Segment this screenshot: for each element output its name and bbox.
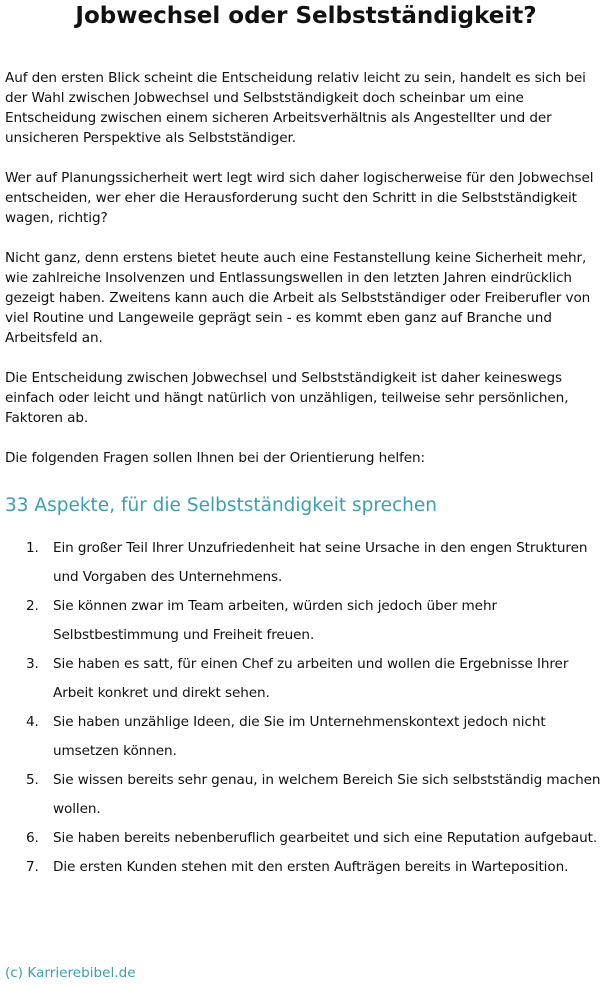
list-item-text: Ein großer Teil Ihrer Unzufriedenheit hat seine Ursache in den engen Strukturen und Vorgaben des Unternehmens.	[53, 540, 588, 585]
list-item-text: Sie können zwar im Team arbeiten, würden sich jedoch über mehr Selbstbestimmung und Freiheit freuen.	[53, 598, 497, 643]
list-item-number: 6.	[26, 830, 39, 846]
intro-text	[5, 68, 609, 488]
list-item-number: 3.	[26, 656, 39, 672]
list-item-text: Sie haben unzählige Ideen, die Sie im Unternehmenskontext jedoch nicht umsetzen können.	[53, 714, 546, 759]
list-item	[0, 592, 612, 650]
list-item-number: 4.	[26, 714, 39, 730]
list-item	[0, 650, 612, 708]
list-item	[0, 708, 612, 766]
page-title: Jobwechsel oder Selbstständigkeit?	[75, 3, 537, 29]
copyright-footer: (c) Karrierebibel.de	[5, 965, 136, 981]
list-item	[0, 766, 612, 824]
list-item-number: 7.	[26, 859, 39, 875]
intro-paragraph: Auf den ersten Blick scheint die Entscheidung relativ leicht zu sein, handelt es sich bei der Wahl zwischen Jobwechsel und Selbstständigkeit doch scheinbar um eine Entscheidung zwischen einem sicheren Arbeitsverhältnis als Angestellter und der unsicheren Perspektive als Selbstständiger.	[5, 70, 586, 146]
intro-paragraph: Nicht ganz, denn erstens bietet heute auch eine Festanstellung keine Sicherheit mehr, wie zahlreiche Insolvenzen und Entlassungswellen in den letzten Jahren eindrücklich gezeigt haben. Zweitens kann auch die Arbeit als Selbstständiger oder Freiberufler von viel Routine und Langeweile geprägt sein - es kommt eben ganz auf Branche und Arbeitsfeld an.	[5, 250, 591, 346]
section-heading: 33 Aspekte, für die Selbstständigkeit sprechen	[5, 495, 437, 516]
list-item	[0, 853, 612, 882]
intro-paragraph: Wer auf Planungssicherheit wert legt wird sich daher logischerweise für den Jobwechsel entscheiden, wer eher die Herausforderung sucht den Schritt in die Selbstständigkeit wagen, richtig?	[5, 170, 594, 226]
list-item-number: 2.	[26, 598, 39, 614]
intro-paragraph: Die folgenden Fragen sollen Ihnen bei der Orientierung helfen:	[5, 450, 425, 466]
list-item-text: Sie wissen bereits sehr genau, in welchem Bereich Sie sich selbstständig machen wollen.	[53, 772, 601, 817]
list-item-number: 1.	[26, 540, 39, 556]
list-item	[0, 534, 612, 592]
list-item-text: Sie haben es satt, für einen Chef zu arbeiten und wollen die Ergebnisse Ihrer Arbeit konkret und direkt sehen.	[53, 656, 569, 701]
list-item-text: Sie haben bereits nebenberuflich gearbeitet und sich eine Reputation aufgebaut.	[53, 830, 598, 846]
aspects-list	[0, 534, 612, 882]
intro-paragraph: Die Entscheidung zwischen Jobwechsel und Selbstständigkeit ist daher keineswegs einfach oder leicht und hängt natürlich von unzähligen, teilweise sehr persönlichen, Faktoren ab.	[5, 370, 569, 426]
list-item	[0, 824, 612, 853]
list-item-text: Die ersten Kunden stehen mit den ersten Aufträgen bereits in Warteposition.	[53, 859, 569, 875]
list-item-number: 5.	[26, 772, 39, 788]
